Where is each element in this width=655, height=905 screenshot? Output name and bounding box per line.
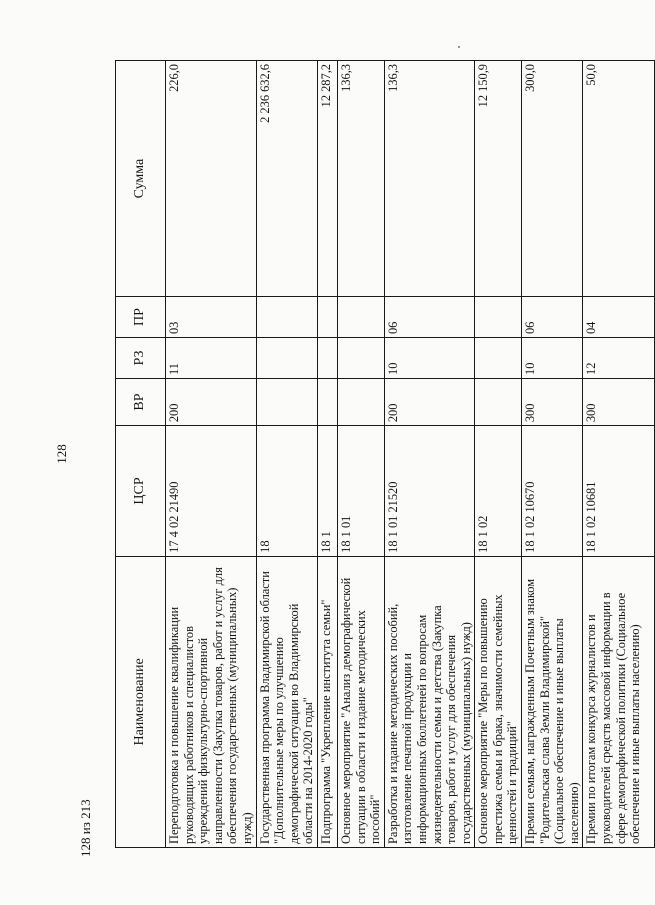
cell-vr: 300 xyxy=(522,378,583,425)
table-header-row xyxy=(116,61,166,848)
cell-vr xyxy=(317,378,337,425)
cell-pr xyxy=(475,297,522,338)
header-vr: ВР xyxy=(116,378,166,425)
cell-vr: 300 xyxy=(583,378,655,425)
cell-name: Основное мероприятие "Меры по повышению престижа семьи и брака, значимости семейных ценностей и традиций" xyxy=(475,556,522,847)
page-number: 128 xyxy=(53,444,69,464)
cell-sum: 136,3 xyxy=(337,61,384,297)
cell-name: Разработка и издание методических пособий, изготовление печатной продукции и информационных бюллетеней по вопросам жизнедеятельности семьи и детства (Закупка товаров, работ и услуг для обеспечения государственных (муниципальных) нужд) xyxy=(384,556,475,847)
cell-csr: 18 1 xyxy=(317,426,337,557)
cell-name: Премии по итогам конкурса журналистов и руководителей средств массовой информации в сфере демографической политики (Социальное обеспечение и иные выплаты населению) xyxy=(583,556,655,847)
table-row xyxy=(522,61,583,848)
cell-sum: 136,3 xyxy=(384,61,475,297)
cell-sum: 2 236 632,6 xyxy=(256,61,317,297)
cell-vr: 200 xyxy=(166,378,257,425)
cell-rz xyxy=(256,338,317,379)
cell-sum: 12 287,2 xyxy=(317,61,337,297)
cell-rz: 11 xyxy=(166,338,257,379)
table-row xyxy=(166,61,257,848)
cell-pr: 06 xyxy=(384,297,475,338)
cell-csr: 18 1 01 xyxy=(337,426,384,557)
budget-table xyxy=(115,60,655,848)
scan-speck xyxy=(458,46,460,48)
cell-sum: 300,0 xyxy=(522,61,583,297)
table-row xyxy=(475,61,522,848)
cell-vr: 200 xyxy=(384,378,475,425)
header-csr: ЦСР xyxy=(116,426,166,557)
cell-name: Государственная программа Владимирской области "Дополнительные меры по улучшению демографической ситуации во Владимирской области на 2014-2020 годы" xyxy=(256,556,317,847)
cell-csr: 18 1 01 21520 xyxy=(384,426,475,557)
header-name: Наименование xyxy=(116,556,166,847)
cell-sum: 50,0 xyxy=(583,61,655,297)
cell-csr: 17 4 02 21490 xyxy=(166,426,257,557)
table-row xyxy=(256,61,317,848)
cell-name: Премии семьям, награжденным Почетным знаком "Родительская слава Земли Владимирской" (Социальное обеспечение и иные выплаты населению) xyxy=(522,556,583,847)
table-row xyxy=(337,61,384,848)
cell-pr: 06 xyxy=(522,297,583,338)
cell-name: Подпрограмма "Укрепление института семьи" xyxy=(317,556,337,847)
cell-name: Основное мероприятие "Анализ демографической ситуации в области и издание методических пособий" xyxy=(337,556,384,847)
header-sum: Сумма xyxy=(116,61,166,297)
cell-csr: 18 1 02 xyxy=(475,426,522,557)
cell-sum: 226,0 xyxy=(166,61,257,297)
cell-pr: 03 xyxy=(166,297,257,338)
page-footer: 128 из 213 xyxy=(78,799,93,857)
cell-csr: 18 xyxy=(256,426,317,557)
cell-rz xyxy=(337,338,384,379)
cell-pr xyxy=(317,297,337,338)
budget-table-rotated xyxy=(115,60,643,848)
table-row xyxy=(317,61,337,848)
cell-name: Переподготовка и повышение квалификации руководящих работников и специалистов учреждений физкультурно-спортивной направленности (Закупка товаров, работ и услуг для обеспечения государственных (муниципальных) нужд) xyxy=(166,556,257,847)
cell-csr: 18 1 02 10670 xyxy=(522,426,583,557)
cell-rz: 12 xyxy=(583,338,655,379)
table-row xyxy=(583,61,655,848)
cell-vr xyxy=(475,378,522,425)
cell-vr xyxy=(337,378,384,425)
table-row xyxy=(384,61,475,848)
header-rz: РЗ xyxy=(116,338,166,379)
cell-pr xyxy=(256,297,317,338)
cell-rz xyxy=(317,338,337,379)
cell-rz: 10 xyxy=(522,338,583,379)
cell-vr xyxy=(256,378,317,425)
cell-rz: 10 xyxy=(384,338,475,379)
cell-sum: 12 150,9 xyxy=(475,61,522,297)
cell-pr: 04 xyxy=(583,297,655,338)
cell-rz xyxy=(475,338,522,379)
cell-csr: 18 1 02 10681 xyxy=(583,426,655,557)
header-pr: ПР xyxy=(116,297,166,338)
cell-pr xyxy=(337,297,384,338)
